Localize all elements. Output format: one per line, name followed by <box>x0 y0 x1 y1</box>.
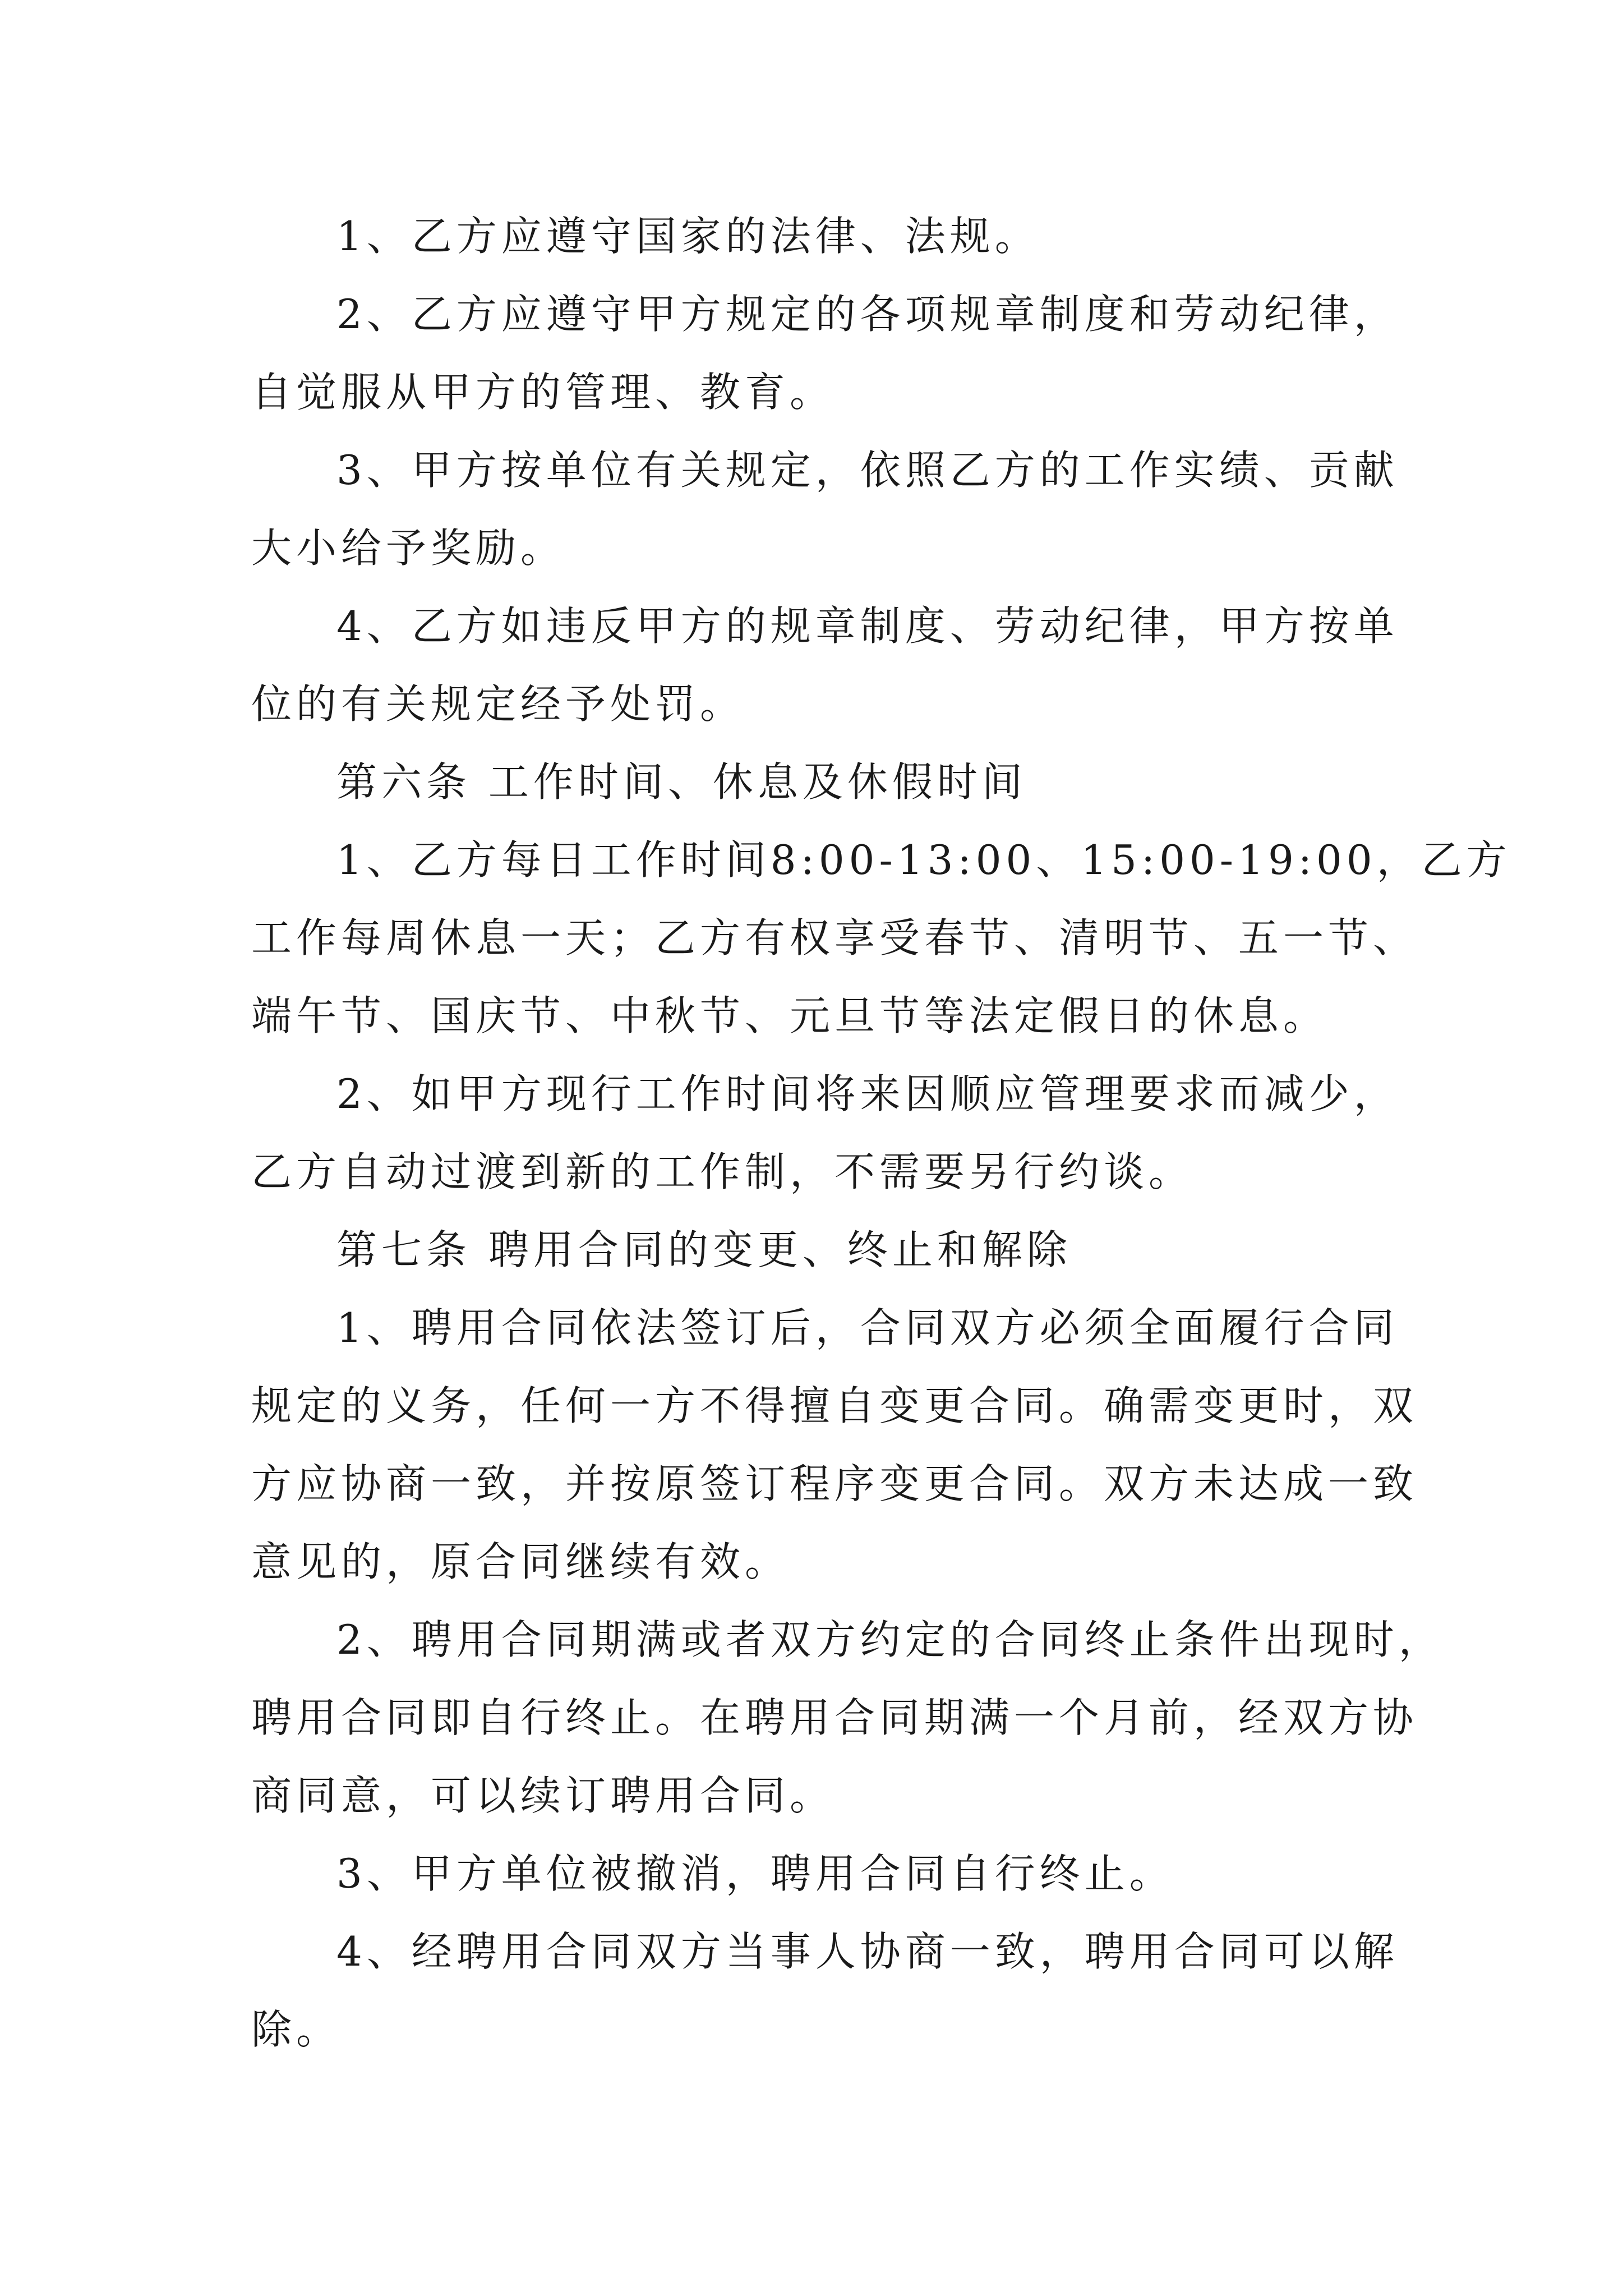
paragraph-line: 大小给予奖励。 <box>251 524 566 572</box>
paragraph-line: 1、乙方应遵守国家的法律、法规。 <box>336 213 1040 260</box>
paragraph-line: 工作每周休息一天；乙方有权享受春节、清明节、五一节、 <box>251 914 1418 961</box>
paragraph-line: 1、聘用合同依法签订后，合同双方必须全面履行合同 <box>336 1304 1399 1351</box>
paragraph-line: 意见的，原合同继续有效。 <box>251 1538 790 1585</box>
paragraph-line: 自觉服从甲方的管理、教育。 <box>251 369 835 416</box>
paragraph-line: 规定的义务，任何一方不得擅自变更合同。确需变更时，双 <box>251 1382 1418 1429</box>
paragraph-line: 商同意，可以续订聘用合同。 <box>251 1772 835 1819</box>
document-body <box>251 197 1511 2069</box>
paragraph-line: 3、甲方按单位有关规定，依照乙方的工作实绩、贡献 <box>336 447 1399 494</box>
section-heading: 第七条 聘用合同的变更、终止和解除 <box>336 1226 1072 1273</box>
paragraph-line: 除。 <box>251 2006 342 2053</box>
paragraph-line: 聘用合同即自行终止。在聘用合同期满一个月前，经双方协 <box>251 1694 1418 1741</box>
paragraph-line: 2、如甲方现行工作时间将来因顺应管理要求而减少， <box>336 1070 1399 1117</box>
section-heading: 第六条 工作时间、休息及休假时间 <box>336 758 1027 806</box>
paragraph-line: 3、甲方单位被撤消，聘用合同自行终止。 <box>336 1850 1174 1897</box>
paragraph-line: 位的有关规定经予处罚。 <box>251 680 745 728</box>
paragraph-line: 4、经聘用合同双方当事人协商一致，聘用合同可以解 <box>336 1928 1399 1975</box>
paragraph-line: 乙方自动过渡到新的工作制，不需要另行约谈。 <box>251 1148 1194 1195</box>
paragraph-line: 端午节、国庆节、中秋节、元旦节等法定假日的休息。 <box>251 992 1329 1039</box>
paragraph-line: 4、乙方如违反甲方的规章制度、劳动纪律，甲方按单 <box>336 602 1399 650</box>
paragraph-line: 1、乙方每日工作时间8:00-13:00、15:00-19:00，乙方 <box>336 836 1511 884</box>
paragraph-line: 方应协商一致，并按原签订程序变更合同。双方未达成一致 <box>251 1460 1418 1507</box>
paragraph-line: 2、乙方应遵守甲方规定的各项规章制度和劳动纪律， <box>336 291 1399 338</box>
paragraph-line: 2、聘用合同期满或者双方约定的合同终止条件出现时， <box>336 1616 1444 1663</box>
